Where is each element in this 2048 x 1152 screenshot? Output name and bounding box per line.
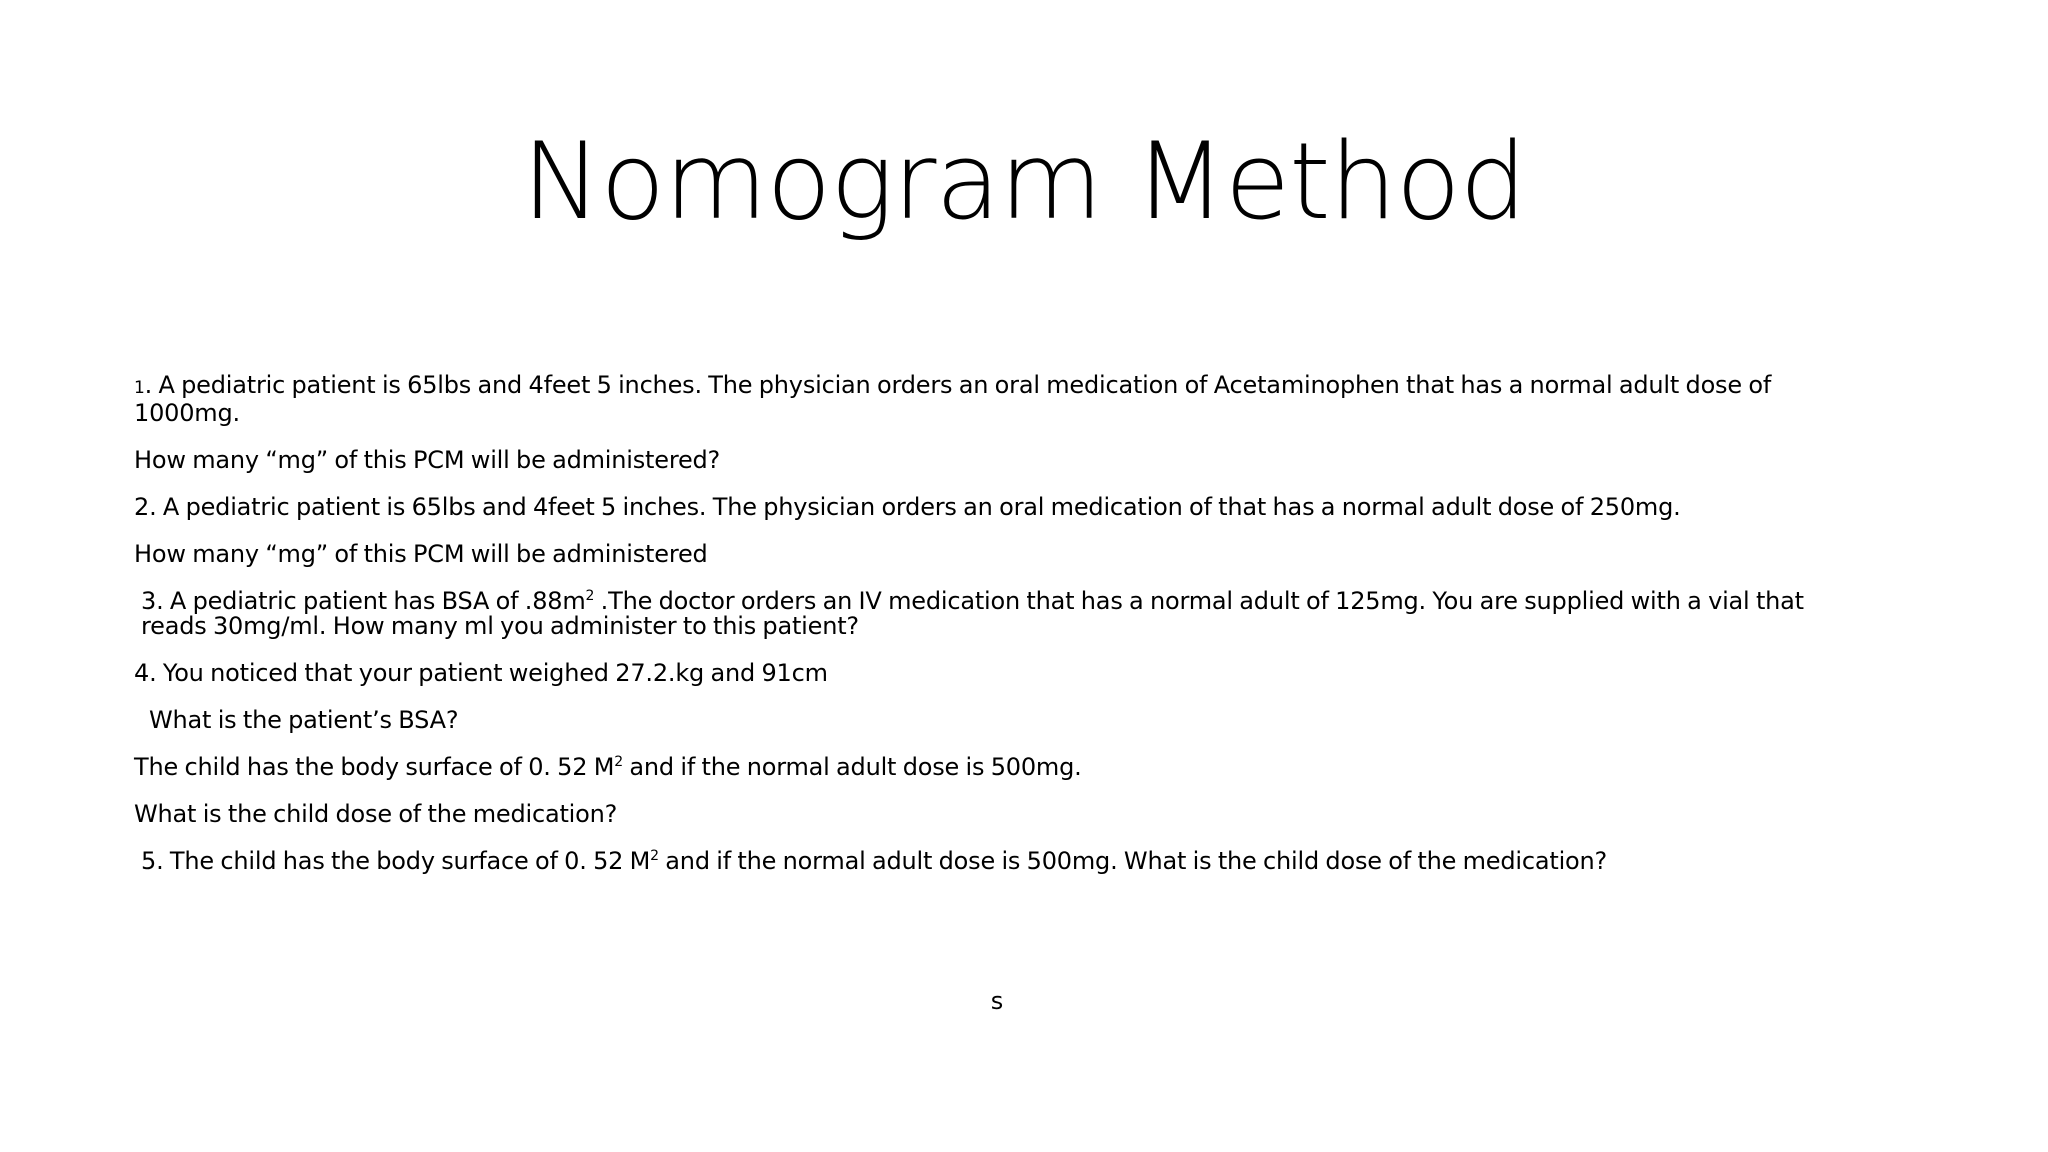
question-5-text-end: and if the normal adult dose is 500mg. What is the child dose of the medication? — [658, 847, 1608, 875]
child-dose-followup: What is the child dose of the medication? — [134, 800, 618, 828]
question-4: 4. You noticed that your patient weighed 27.2.kg and 91cm — [134, 659, 828, 687]
child-dose-statement — [134, 755, 1874, 780]
question-3-text-end: .The doctor orders an IV medication that has a normal adult of 125mg. You are supplied with a vial that reads 30mg/ml. How many ml you administer to this patient? — [141, 587, 1804, 640]
question-5 — [134, 849, 1874, 874]
child-dose-text-start: The child has the body surface of 0. 52 M — [134, 753, 615, 781]
slide-title: Nomogram Method — [522, 120, 1526, 243]
question-1-text: . A pediatric patient is 65lbs and 4feet 5 inches. The physician orders an oral medication of Acetaminophen that has a normal adult dose of 1000mg. — [134, 371, 1772, 427]
question-3 — [134, 589, 1874, 639]
question-1-followup: How many “mg” of this PCM will be administered? — [134, 446, 721, 474]
question-2-followup: How many “mg” of this PCM will be administered — [134, 540, 708, 568]
question-5-text-start: 5. The child has the body surface of 0. 52 M — [141, 847, 651, 875]
question-4-followup: What is the patient’s BSA? — [149, 706, 459, 734]
question-1 — [134, 373, 1874, 426]
question-5-superscript: 2 — [650, 848, 659, 864]
question-1-number: 1 — [134, 378, 145, 398]
slide-body — [134, 373, 1874, 896]
footer-mark: s — [990, 987, 1004, 1015]
child-dose-superscript: 2 — [614, 754, 623, 770]
child-dose-text-end: and if the normal adult dose is 500mg. — [622, 753, 1082, 781]
question-3-superscript: 2 — [585, 588, 595, 604]
question-2: 2. A pediatric patient is 65lbs and 4feet 5 inches. The physician orders an oral medication of that has a normal adult dose of 250mg. — [134, 493, 1681, 521]
question-3-text-start: 3. A pediatric patient has BSA of .88m — [141, 587, 586, 615]
